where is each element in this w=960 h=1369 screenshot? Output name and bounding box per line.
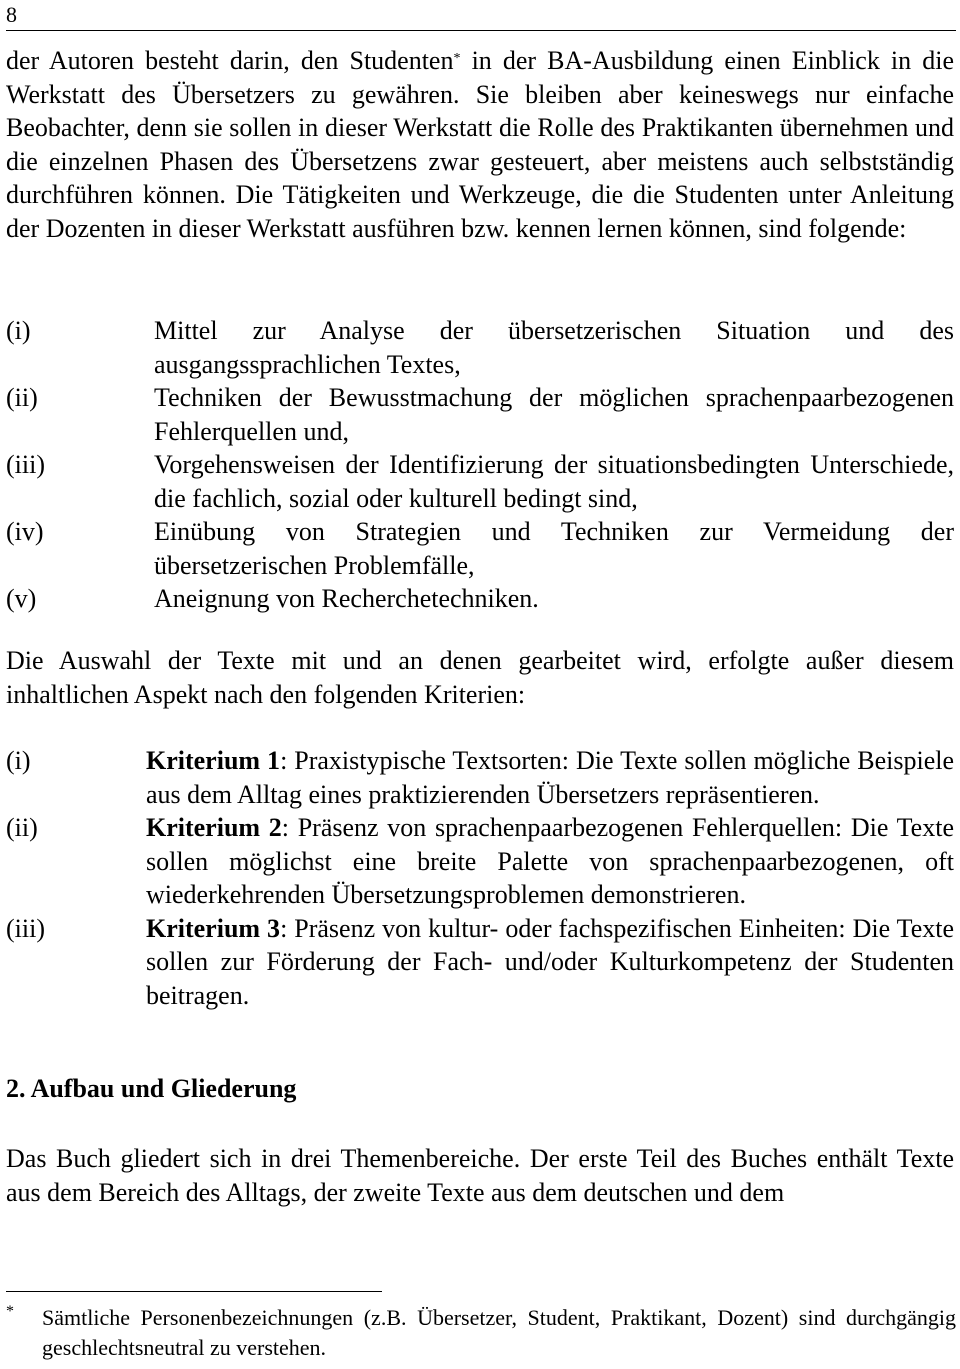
criterion-label: Kriterium 1 xyxy=(146,746,281,775)
list-item-text: Aneignung von Recherchetechniken. xyxy=(154,584,539,613)
list-item xyxy=(6,582,954,616)
list-item xyxy=(6,515,954,582)
list-item-number: (ii) xyxy=(6,813,38,842)
list-item xyxy=(6,314,954,381)
list-item xyxy=(6,811,954,912)
criterion-text: : Präsenz von kultur- oder fachspezifischen Einheiten: Die Texte sollen zur Förderung der Fach- und/oder Kulturkompetenz der Studenten beitragen. xyxy=(146,913,954,1010)
list-item-text: Mittel zur Analyse der übersetzerischen Situation und des ausgangssprachlichen Textes, xyxy=(154,316,954,379)
page-number: 8 xyxy=(6,2,17,27)
list-item xyxy=(6,381,954,448)
list-item-number: (i) xyxy=(6,746,31,775)
list-item-text xyxy=(146,912,954,1013)
criterion-label: Kriterium 3 xyxy=(146,913,281,943)
footnote xyxy=(6,1303,956,1363)
intro-text-part2: in der BA-Ausbildung einen Einblick in die Werkstatt des Übersetzers zu gewähren. Sie bleiben aber keineswegs nur einfache Beobachter, denn sie sollen in dieser Werkstatt die Rolle des Praktikanten übernehmen und die einzelnen Phasen des Übersetzens zwar gesteuert, aber meistens auch selbstständig durchführen können. Die Tätigkeiten und Werkzeuge, die die Studenten unter Anleitung der Dozenten in dieser Werkstatt ausführen bzw. kennen lernen können, sind folgende: xyxy=(6,46,954,243)
list-item-number: (iii) xyxy=(6,913,45,943)
list-item-text xyxy=(146,744,954,811)
footnote-reference: * xyxy=(453,51,461,66)
footnote-mark: * xyxy=(6,1303,14,1320)
criteria-list xyxy=(6,744,954,1012)
list-item-number: (ii) xyxy=(6,383,38,412)
criterion-text: : Präsenz von sprachenpaarbezogenen Fehlerquellen: Die Texte sollen möglichst eine breite Palette von sprachenpaarbezogenen, oft wiederkehrenden Übersetzungsproblemen demonstrieren. xyxy=(146,813,954,909)
list-item-text: Vorgehensweisen der Identifizierung der situationsbedingten Unterschiede, die fachlich, sozial oder kulturell bedingt sind, xyxy=(154,450,954,513)
list-item xyxy=(6,744,954,811)
list-item-text xyxy=(146,811,954,912)
intro-text-part1: der Autoren besteht darin, den Studenten xyxy=(6,46,454,75)
list-item-number: (iii) xyxy=(6,450,45,479)
structure-paragraph: Das Buch gliedert sich in drei Themenbereiche. Der erste Teil des Buches enthält Texte aus dem Bereich des Alltags, der zweite Texte aus dem deutschen und dem xyxy=(6,1144,954,1207)
footnote-text: Sämtliche Personenbezeichnungen (z.B. Übersetzer, Student, Praktikant, Dozent) sind durchgängig geschlechtsneutral zu verstehen. xyxy=(42,1305,956,1360)
criteria-intro-paragraph: Die Auswahl der Texte mit und an denen gearbeitet wird, erfolgte außer diesem inhaltlichen Aspekt nach den folgenden Kriterien: xyxy=(6,646,954,709)
list-item xyxy=(6,912,954,1013)
footnote-rule xyxy=(6,1291,382,1292)
criterion-text: : Praxistypische Textsorten: Die Texte sollen mögliche Beispiele aus dem Alltag eines praktizierenden Übersetzers repräsentieren. xyxy=(146,746,954,809)
list-item-number: (v) xyxy=(6,584,37,613)
list-item-number: (iv) xyxy=(6,517,44,546)
intro-paragraph xyxy=(6,44,954,245)
list-item-text: Techniken der Bewusstmachung der möglichen sprachenpaarbezogenen Fehlerquellen und, xyxy=(154,383,954,446)
section-heading: 2. Aufbau und Gliederung xyxy=(6,1074,297,1103)
list-item-number: (i) xyxy=(6,316,31,345)
header-rule xyxy=(6,30,956,31)
criterion-label: Kriterium 2 xyxy=(146,813,282,842)
list-item xyxy=(6,448,954,515)
activities-list xyxy=(6,314,954,616)
list-item-text: Einübung von Strategien und Techniken zur Vermeidung der übersetzerischen Problemfälle, xyxy=(154,517,954,580)
